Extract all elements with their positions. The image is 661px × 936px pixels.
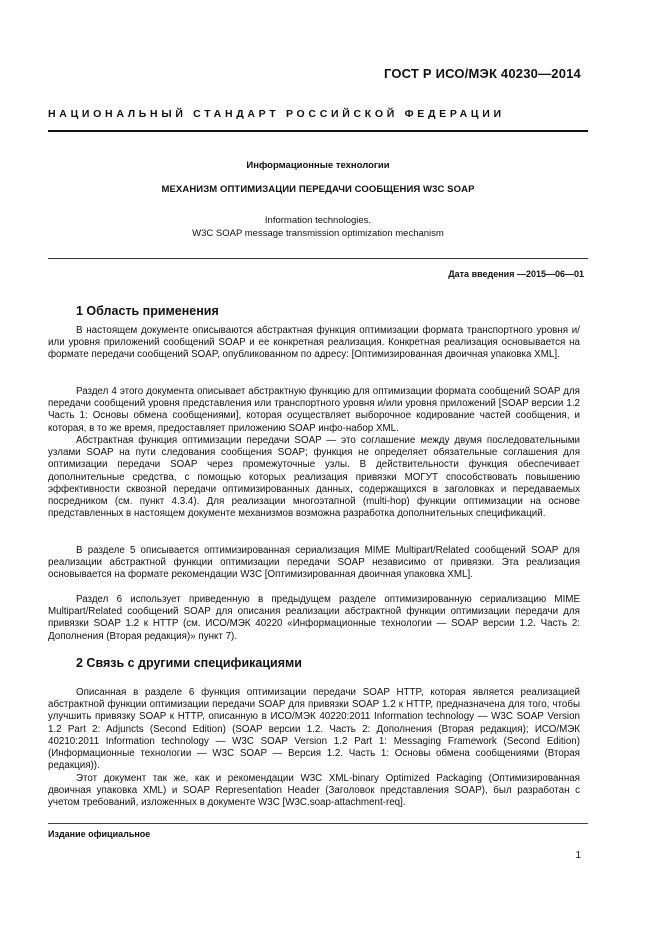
section-1-paragraph-4: В разделе 5 описывается оптимизированная сериализация MIME Multipart/Related сообщений SOAP для реализации абстрактной функции оптимизации передачи SOAP независимо от привязки. Эта реализация основывается на формате рекомендации W3C [Оптимизированная двоичная упаковка XML]. <box>48 545 580 581</box>
introduction-date: Дата введения —2015—06—01 <box>448 269 584 279</box>
english-title-line-2: W3C SOAP message transmission optimization mechanism <box>192 228 444 239</box>
section-1-paragraph-3: Абстрактная функция оптимизации передачи SOAP — это соглашение между двумя последовательными узлами SOAP на пути следования сообщения SOAP; функция не определяет обязательные соглашения для оптимизации передачи SOAP через промежуточные узлы. В действительности функция обеспечивает дополнительные средства, с помощью которых реализация привязки МОГУТ способствовать повышению эффективности сквозной передачи оптимизированных данных, содержащихся в заголовках и передаваемых посредником (см. пункт 4.3.4). Для реализации многоэтапной (multi-hop) функции оптимизации на основе представленных в настоящем документе механизмов возможна разработка дополнительных спецификаций. <box>48 435 580 520</box>
section-2-heading: 2 Связь с другими спецификациями <box>76 656 302 670</box>
national-standard-banner: НАЦИОНАЛЬНЫЙ СТАНДАРТ РОССИЙСКОЙ ФЕДЕРАЦИИ <box>48 108 505 120</box>
footer-rule <box>48 823 588 824</box>
english-title-line-1: Information technologies. <box>264 215 372 226</box>
section-1-heading: 1 Область применения <box>76 304 219 318</box>
title-rule <box>48 258 588 259</box>
document-code: ГОСТ Р ИСО/МЭК 40230—2014 <box>383 66 581 81</box>
section-1-paragraph-2: Раздел 4 этого документа описывает абстрактную функцию для оптимизации формата сообщений SOAP для передачи сообщений уровня представления или транспортного уровня и/или уровня приложений [SOAP версии 1.2 Часть 1: Основы обмена сообщениями], которая осуществляет выборочное кодирование частей сообщения, и которая, в то же время, предоставляет приложению SOAP инфо-набор XML. <box>48 386 580 434</box>
section-2-paragraph-2: Этот документ так же, как и рекомендации W3C XML-binary Optimized Packaging (Оптимизированная двоичная упаковка XML) и SOAP Representation Header (Заголовок представления SOAP), был разработан с учетом требований, изложенных в документе W3C [W3C.soap-attachment-req]. <box>48 773 580 809</box>
subject-title: Информационные технологии <box>246 160 390 171</box>
header-rule <box>48 130 588 132</box>
section-1-paragraph-5: Раздел 6 использует приведенную в предыдущем разделе оптимизированную сериализацию MIME Multipart/Related сообщений SOAP для описания реализации абстрактной функции оптимизации передачи для привязки SOAP 1.2 к HTTP (см. ИСО/МЭК 40220 «Информационные технологии — SOAP версии 1.2. Часть 2: Дополнения (Вторая редакция)» пункт 7). <box>48 594 580 642</box>
page-number: 1 <box>575 850 581 861</box>
edition-label: Издание официальное <box>48 829 151 839</box>
document-title: МЕХАНИЗМ ОПТИМИЗАЦИИ ПЕРЕДАЧИ СООБЩЕНИЯ W3C SOAP <box>161 184 475 195</box>
section-2-paragraph-1: Описанная в разделе 6 функция оптимизации передачи SOAP HTTP, которая является реализацией абстрактной функции оптимизации передачи SOAP для привязки SOAP 1.2 к HTTP, предназначена для того, чтобы улучшить привязку SOAP к HTTP, описанную в ИСО/МЭК 40220:2011 Information technology — W3C SOAP Version 1.2 Part 2: Adjuncts (Second Edition) (SOAP версии 1.2. Часть 2: Дополнения (Вторая редакция); ИСО/МЭК 40210:2011 Information technology — W3C SOAP Version 1.2 Part 1: Messaging Framework (Second Edition) (Информационные технологии — W3C SOAP — Версия 1.2. Часть 1: Основы обмена сообщениями (Вторая редакция)). <box>48 687 580 772</box>
section-1-paragraph-1: В настоящем документе описываются абстрактная функция оптимизации формата транспортного уровня и/или уровня приложений сообщений SOAP и ее конкретная реализация. Конкретная реализация основывается на формате передачи сообщений SOAP, опубликованном по адресу: [Оптимизированная двоичная упаковка XML]. <box>48 325 580 361</box>
